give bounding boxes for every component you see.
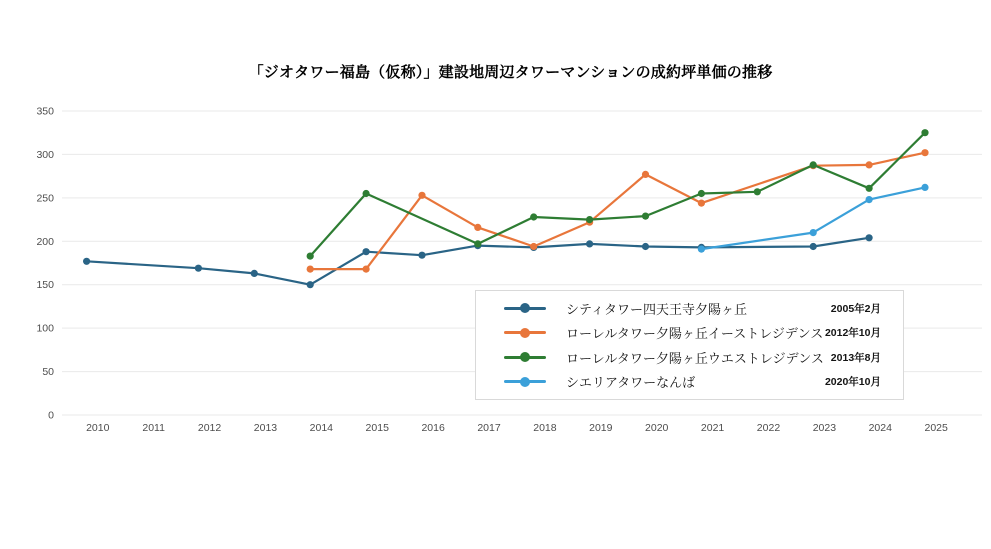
legend-series-name: シエリアタワーなんば [566,375,696,391]
x-tick-label: 2013 [253,422,278,434]
series-line [701,187,925,249]
data-point [363,190,370,197]
y-tick-label: 50 [42,366,54,379]
legend-item [476,348,903,367]
x-tick-label: 2019 [589,422,613,434]
x-tick-label: 2012 [197,422,222,434]
data-point [474,224,481,231]
data-point [83,258,90,265]
x-tick-label: 2022 [756,422,781,434]
x-tick-label: 2023 [812,422,837,434]
data-point [251,270,258,277]
series-3 [698,184,929,253]
y-tick-label: 250 [36,192,54,205]
data-point [530,243,537,250]
legend-completion-date: 2005年2月 [830,302,881,315]
series-line [310,133,925,256]
legend-series-name: ローレルタワー夕陽ヶ丘イーストレジデンス [566,326,824,342]
x-tick-label: 2021 [700,422,725,434]
legend-item [476,323,903,342]
chart-legend [475,290,904,400]
legend-completion-date: 2012年10月 [824,327,881,340]
data-point [586,240,593,247]
data-point [586,216,593,223]
x-tick-label: 2018 [533,422,557,434]
legend-series-name: シティタワー四天王寺夕陽ヶ丘 [566,301,747,317]
data-point [195,265,202,272]
y-tick-label: 300 [36,148,54,161]
x-tick-label: 2020 [645,422,669,434]
legend-dot-swatch [520,328,530,338]
data-point [642,243,649,250]
x-tick-label: 2024 [868,422,892,434]
data-point [810,243,817,250]
y-tick-label: 0 [48,409,54,422]
y-tick-label: 100 [36,322,54,335]
legend-dot-swatch [520,377,530,387]
x-tick-label: 2017 [477,422,501,434]
legend-completion-date: 2013年8月 [830,351,881,364]
x-tick-label: 2025 [924,422,948,434]
data-point [530,213,537,220]
series-2 [307,129,929,260]
data-point [754,188,761,195]
data-point [418,192,425,199]
data-point [810,161,817,168]
data-point [474,240,481,247]
x-tick-label: 2016 [421,422,445,434]
legend-series-name: ローレルタワー夕陽ヶ丘ウエストレジデンス [566,350,824,366]
data-point [866,196,873,203]
x-tick-label: 2014 [309,422,334,434]
y-tick-label: 200 [36,235,54,248]
x-tick-label: 2011 [142,422,165,434]
data-point [363,248,370,255]
data-point [307,253,314,260]
data-point [866,234,873,241]
data-point [921,129,928,136]
data-point [866,185,873,192]
data-point [307,281,314,288]
data-point [642,171,649,178]
data-point [921,184,928,191]
legend-series-marker-icon [504,303,546,313]
data-point [363,266,370,273]
x-tick-label: 2015 [365,422,389,434]
data-point [921,149,928,156]
legend-dot-swatch [520,352,530,362]
legend-completion-date: 2020年10月 [824,376,881,389]
x-tick-label: 2010 [86,422,110,434]
chart-title: 「ジオタワー福島（仮称）」建設地周辺タワーマンションの成約坪単価の推移 [248,64,773,81]
data-point [810,229,817,236]
data-point [698,200,705,207]
data-point [418,252,425,259]
data-point [698,246,705,253]
legend-series-marker-icon [504,352,546,362]
y-tick-label: 350 [36,105,54,118]
data-point [698,190,705,197]
legend-series-marker-icon [504,377,546,387]
legend-item [476,299,903,318]
legend-dot-swatch [520,303,530,313]
y-tick-label: 150 [36,279,54,292]
data-point [307,266,314,273]
data-point [866,161,873,168]
legend-item [476,372,903,391]
legend-series-marker-icon [504,328,546,338]
data-point [642,213,649,220]
